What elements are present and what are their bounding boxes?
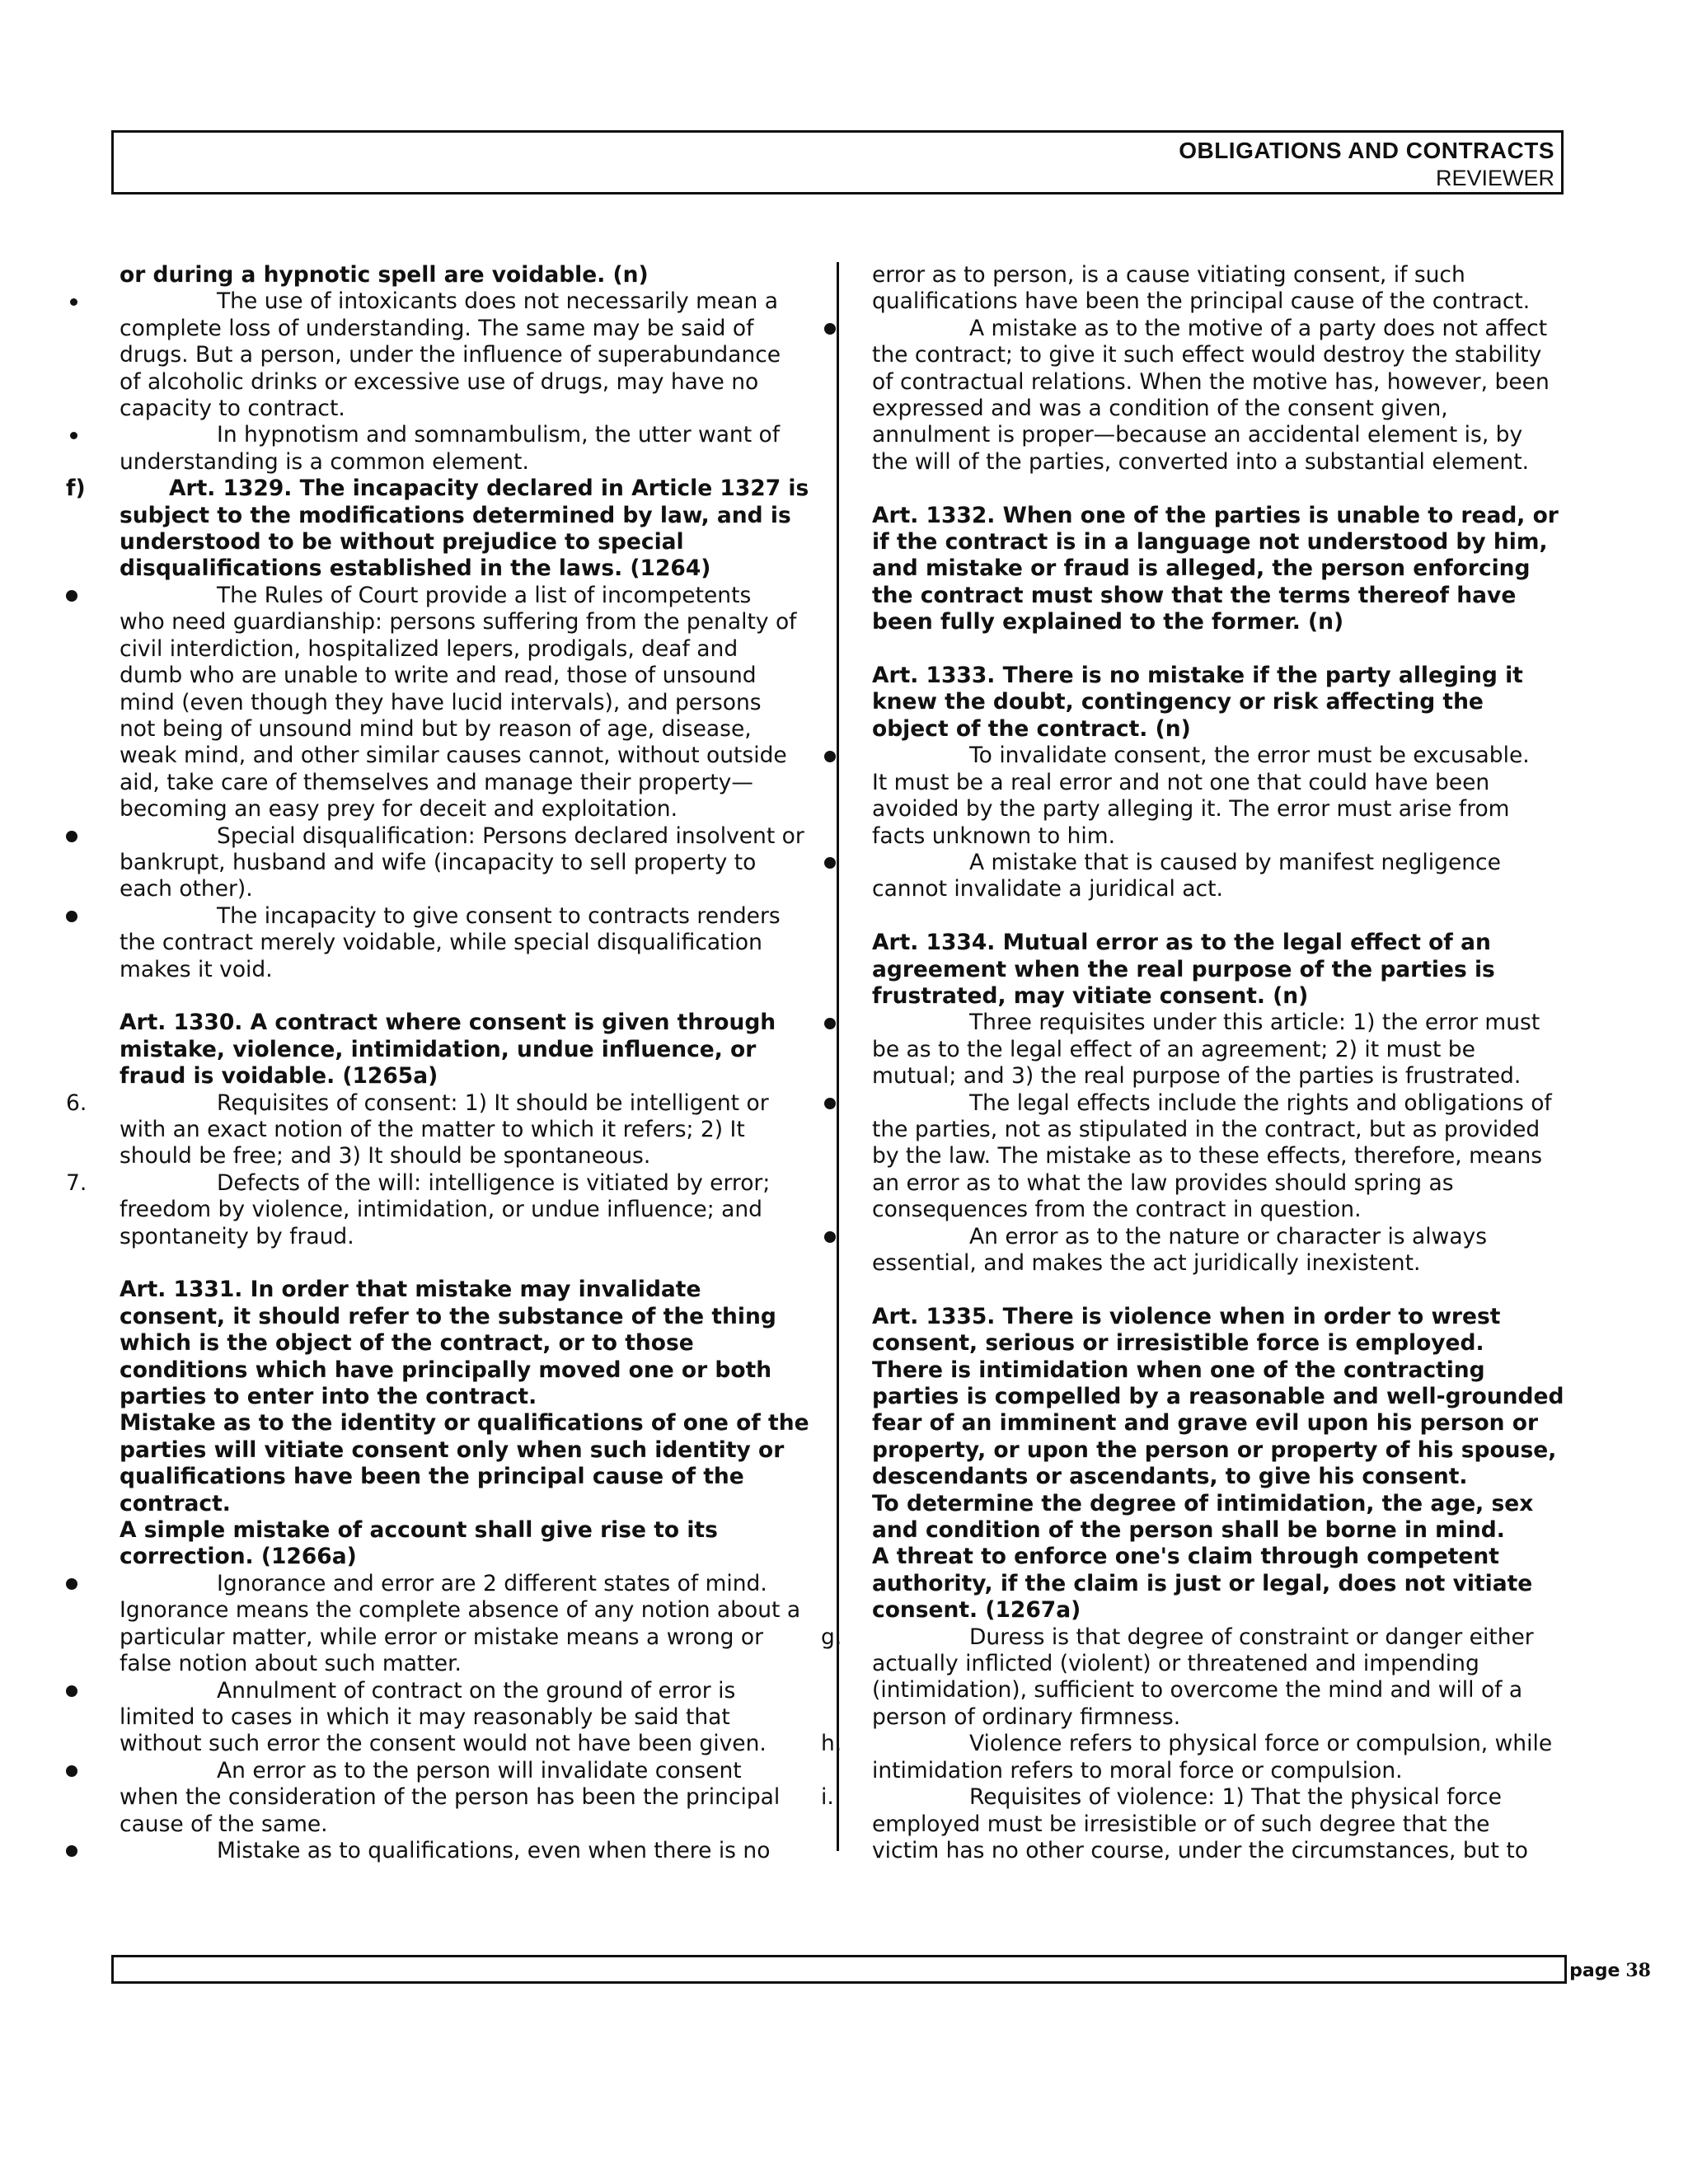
article-line: disqualifications established in the laws. (1264) (120, 555, 711, 582)
article-line: Art. 1335. There is violence when in order to wrest (872, 1303, 1501, 1329)
article-line: consent. (1267a) (872, 1597, 1081, 1624)
article-line: knew the doubt, contingency or risk affecting the (872, 689, 1484, 715)
paragraph-line: capacity to contract. (120, 396, 345, 422)
paragraph-line: It must be a real error and not one that could have been (872, 769, 1490, 795)
paragraph-line: employed must be irresistible or of such degree that the (872, 1811, 1490, 1837)
left-column (66, 262, 809, 1864)
article-line: Art. 1331. In order that mistake may invalidate (120, 1277, 701, 1303)
article-line: fraud is voidable. (1265a) (120, 1063, 438, 1090)
article-line: which is the object of the contract, or to those (120, 1330, 694, 1357)
paragraph-line: complete loss of understanding. The same may be said of (120, 315, 754, 341)
article-line: Art. 1334. Mutual error as to the legal effect of an (872, 930, 1491, 956)
article-line: To determine the degree of intimidation, the age, sex (872, 1490, 1534, 1516)
article-line: contract. (120, 1490, 231, 1516)
article-line: the contract must show that the terms thereof have (872, 582, 1517, 608)
article-line: agreement when the real purpose of the parties is (872, 956, 1495, 982)
bullet-icon (66, 831, 77, 842)
article-line: consent, it should refer to the substance of the thing (120, 1303, 776, 1329)
list-marker: f) (66, 476, 86, 502)
paragraph-line: An error as to the person will invalidate consent (120, 1758, 804, 1784)
article-line: A threat to enforce one's claim through competent (872, 1544, 1499, 1570)
paragraph-line: error as to person, is a cause vitiating consent, if such (872, 262, 1465, 288)
paragraph-line: be as to the legal effect of an agreement; 2) it must be (872, 1036, 1475, 1062)
article-line: A simple mistake of account shall give rise to its (120, 1517, 718, 1544)
paragraph-line: Ignorance and error are 2 different states of mind. (120, 1571, 804, 1597)
paragraph-line: weak mind, and other similar causes cannot, without outside (120, 743, 787, 769)
list-marker: h. (821, 1731, 842, 1757)
paragraph-line: essential, and makes the act juridically inexistent. (872, 1249, 1421, 1276)
article-line: frustrated, may vitiate consent. (n) (872, 982, 1309, 1009)
paragraph-line: an error as to what the law provides should spring as (872, 1169, 1454, 1196)
paragraph-line: mind (even though they have lucid intervals), and persons (120, 689, 762, 715)
list-marker: 6. (66, 1090, 87, 1116)
article-line: understood to be without prejudice to special (120, 529, 684, 555)
paragraph-line: not being of unsound mind but by reason of age, disease, (120, 715, 752, 742)
article-line: been fully explained to the former. (n) (872, 609, 1344, 635)
page-footer (111, 1955, 1567, 1984)
paragraph-line: In hypnotism and somnambulism, the utter want of (120, 422, 804, 448)
paragraph-line: 6. Requisites of consent: 1) It should be intelligent or (66, 1090, 769, 1116)
article-line: correction. (1266a) (120, 1544, 357, 1570)
paragraph-line: To invalidate consent, the error must be excusable. (872, 743, 1564, 769)
paragraph-line: annulment is proper—because an accidental element is, by (872, 422, 1523, 448)
column-divider (837, 262, 839, 1851)
page-label: page (1569, 1961, 1620, 1981)
paragraph-line: particular matter, while error or mistake means a wrong or (120, 1624, 764, 1650)
paragraph-line: aid, take care of themselves and manage their property— (120, 769, 753, 795)
paragraph-line: (intimidation), sufficient to overcome the mind and will of a (872, 1677, 1523, 1704)
article-line: parties to enter into the contract. (120, 1384, 537, 1410)
article-line: object of the contract. (n) (872, 715, 1191, 742)
bullet-icon (66, 1685, 77, 1697)
paragraph-line: cannot invalidate a juridical act. (872, 876, 1223, 902)
paragraph-line: person of ordinary firmness. (872, 1704, 1181, 1730)
paragraph-line: with an exact notion of the matter to which it refers; 2) It (120, 1116, 745, 1142)
small-bullet-icon (70, 432, 77, 439)
paragraph-line: drugs. But a person, under the influence of superabundance (120, 342, 781, 368)
text-line: or during a hypnotic spell are voidable. (n) (120, 262, 649, 288)
article-line: authority, if the claim is just or legal, does not vitiate (872, 1570, 1533, 1596)
article-line: if the contract is in a language not understood by him, (872, 529, 1548, 555)
paragraph-line: victim has no other course, under the circumstances, but to (872, 1837, 1528, 1863)
article-line: Art. 1332. When one of the parties is unable to read, or (872, 502, 1559, 528)
paragraph-line: spontaneity by fraud. (120, 1223, 354, 1249)
paragraph-line: bankrupt, husband and wife (incapacity to sell property to (120, 849, 757, 875)
paragraph-line: limited to cases in which it may reasonably be said that (120, 1704, 730, 1730)
bullet-icon (66, 1845, 77, 1857)
article-line: conditions which have principally moved one or both (120, 1357, 772, 1383)
bullet-icon (66, 1765, 77, 1777)
paragraph-line: actually inflicted (violent) or threatened and impending (872, 1651, 1479, 1677)
paragraph-line: mutual; and 3) the real purpose of the parties is frustrated. (872, 1063, 1522, 1090)
paragraph-line: should be free; and 3) It should be spontaneous. (120, 1143, 651, 1169)
article-line: subject to the modifications determined by law, and is (120, 502, 791, 528)
paragraph-line: An error as to the nature or character is always (872, 1224, 1564, 1250)
paragraph-line: the contract; to give it such effect would destroy the stability (872, 342, 1542, 368)
paragraph-line: of alcoholic drinks or excessive use of drugs, may have no (120, 368, 759, 395)
small-bullet-icon (70, 298, 77, 306)
article-line: f) Art. 1329. The incapacity declared in Article 1327 is (66, 476, 809, 502)
article-line: property, or upon the person or property of his spouse, (872, 1436, 1557, 1463)
paragraph-line: the contract merely voidable, while special disqualification (120, 930, 762, 956)
bullet-icon (66, 1578, 77, 1590)
page-number-value: 38 (1625, 1960, 1651, 1981)
paragraph-line: Mistake as to qualifications, even when there is no (120, 1838, 804, 1864)
paragraph-line: intimidation refers to moral force or compulsion. (872, 1757, 1403, 1783)
paragraph-line: A mistake that is caused by manifest negligence (872, 850, 1564, 876)
article-line: descendants or ascendants, to give his consent. (872, 1464, 1468, 1490)
article-line: consent, serious or irresistible force is employed. (872, 1330, 1484, 1357)
paragraph-line: without such error the consent would not have been given. (120, 1731, 767, 1757)
paragraph-line: Ignorance means the complete absence of any notion about a (120, 1597, 801, 1624)
paragraph-line: cause of the same. (120, 1811, 328, 1837)
paragraph-line: 7. Defects of the will: intelligence is vitiated by error; (66, 1169, 771, 1196)
paragraph-line: each other). (120, 876, 253, 902)
paragraph-line: The legal effects include the rights and obligations of (872, 1090, 1564, 1117)
paragraph-line: by the law. The mistake as to these effects, therefore, means (872, 1143, 1543, 1169)
bullet-icon (824, 1098, 836, 1109)
list-marker: g. (821, 1624, 842, 1650)
bullet-icon (824, 751, 836, 762)
paragraph-line: g. Duress is that degree of constraint or danger either (821, 1624, 1534, 1650)
paragraph-line: the parties, not as stipulated in the contract, but as provided (872, 1116, 1540, 1142)
paragraph-line: qualifications have been the principal cause of the contract. (872, 288, 1531, 315)
bullet-icon (66, 911, 77, 922)
header-subtitle: REVIEWER (1435, 166, 1554, 190)
page-number (1569, 1960, 1651, 1981)
page-header (111, 130, 1564, 194)
list-marker: 7. (66, 1169, 87, 1196)
paragraph-line: false notion about such matter. (120, 1651, 462, 1677)
paragraph-line: A mistake as to the motive of a party does not affect (872, 316, 1564, 342)
article-line: and condition of the person shall be borne in mind. (872, 1517, 1505, 1544)
list-marker: i. (821, 1784, 834, 1811)
paragraph-line: when the consideration of the person has been the principal (120, 1784, 781, 1811)
bullet-icon (824, 1018, 836, 1029)
article-line: parties is compelled by a reasonable and well-grounded (872, 1384, 1564, 1409)
paragraph-line: expressed and was a condition of the consent given, (872, 396, 1448, 422)
paragraph-line: understanding is a common element. (120, 448, 529, 475)
paragraph-line: h. Violence refers to physical force or compulsion, while (821, 1731, 1553, 1757)
bullet-icon (824, 1231, 836, 1243)
paragraph-line: facts unknown to him. (872, 823, 1116, 849)
article-line: There is intimidation when one of the contracting (872, 1357, 1485, 1383)
paragraph-line: avoided by the party alleging it. The error must arise from (872, 796, 1510, 823)
bullet-icon (824, 857, 836, 869)
paragraph-line: The incapacity to give consent to contracts renders (120, 903, 804, 930)
paragraph-line: the will of the parties, converted into a substantial element. (872, 448, 1530, 475)
paragraph-line: makes it void. (120, 956, 273, 982)
article-line: parties will vitiate consent only when such identity or (120, 1436, 785, 1463)
paragraph-line: freedom by violence, intimidation, or undue influence; and (120, 1197, 762, 1223)
paragraph-line: Three requisites under this article: 1) the error must (872, 1010, 1564, 1036)
paragraph-line: i. Requisites of violence: 1) That the physical force (821, 1784, 1502, 1811)
article-line: fear of an imminent and grave evil upon his person or (872, 1410, 1539, 1436)
paragraph-line: Annulment of contract on the ground of error is (120, 1678, 804, 1704)
paragraph-line: consequences from the contract in question. (872, 1197, 1362, 1223)
header-title: OBLIGATIONS AND CONTRACTS (1179, 138, 1554, 163)
bullet-icon (824, 323, 836, 335)
article-line: qualifications have been the principal cause of the (120, 1464, 744, 1490)
paragraph-line: The Rules of Court provide a list of incompetents (120, 583, 804, 609)
paragraph-line: dumb who are unable to write and read, those of unsound (120, 663, 757, 689)
bullet-icon (66, 590, 77, 602)
paragraph-line: The use of intoxicants does not necessarily mean a (120, 288, 804, 315)
paragraph-line: Special disqualification: Persons declared insolvent or (120, 823, 804, 850)
article-line: mistake, violence, intimidation, undue influence, or (120, 1036, 757, 1062)
article-line: Art. 1333. There is no mistake if the party alleging it (872, 663, 1523, 689)
paragraph-line: becoming an easy prey for deceit and exploitation. (120, 796, 678, 823)
paragraph-line: who need guardianship: persons suffering from the penalty of (120, 609, 797, 635)
right-column (821, 262, 1564, 1864)
paragraph-line: civil interdiction, hospitalized lepers, prodigals, deaf and (120, 635, 738, 662)
paragraph-line: of contractual relations. When the motive has, however, been (872, 368, 1550, 395)
article-line: Art. 1330. A contract where consent is given through (120, 1010, 776, 1036)
article-line: Mistake as to the identity or qualifications of one of the (120, 1410, 809, 1436)
article-line: and mistake or fraud is alleged, the person enforcing (872, 555, 1531, 582)
